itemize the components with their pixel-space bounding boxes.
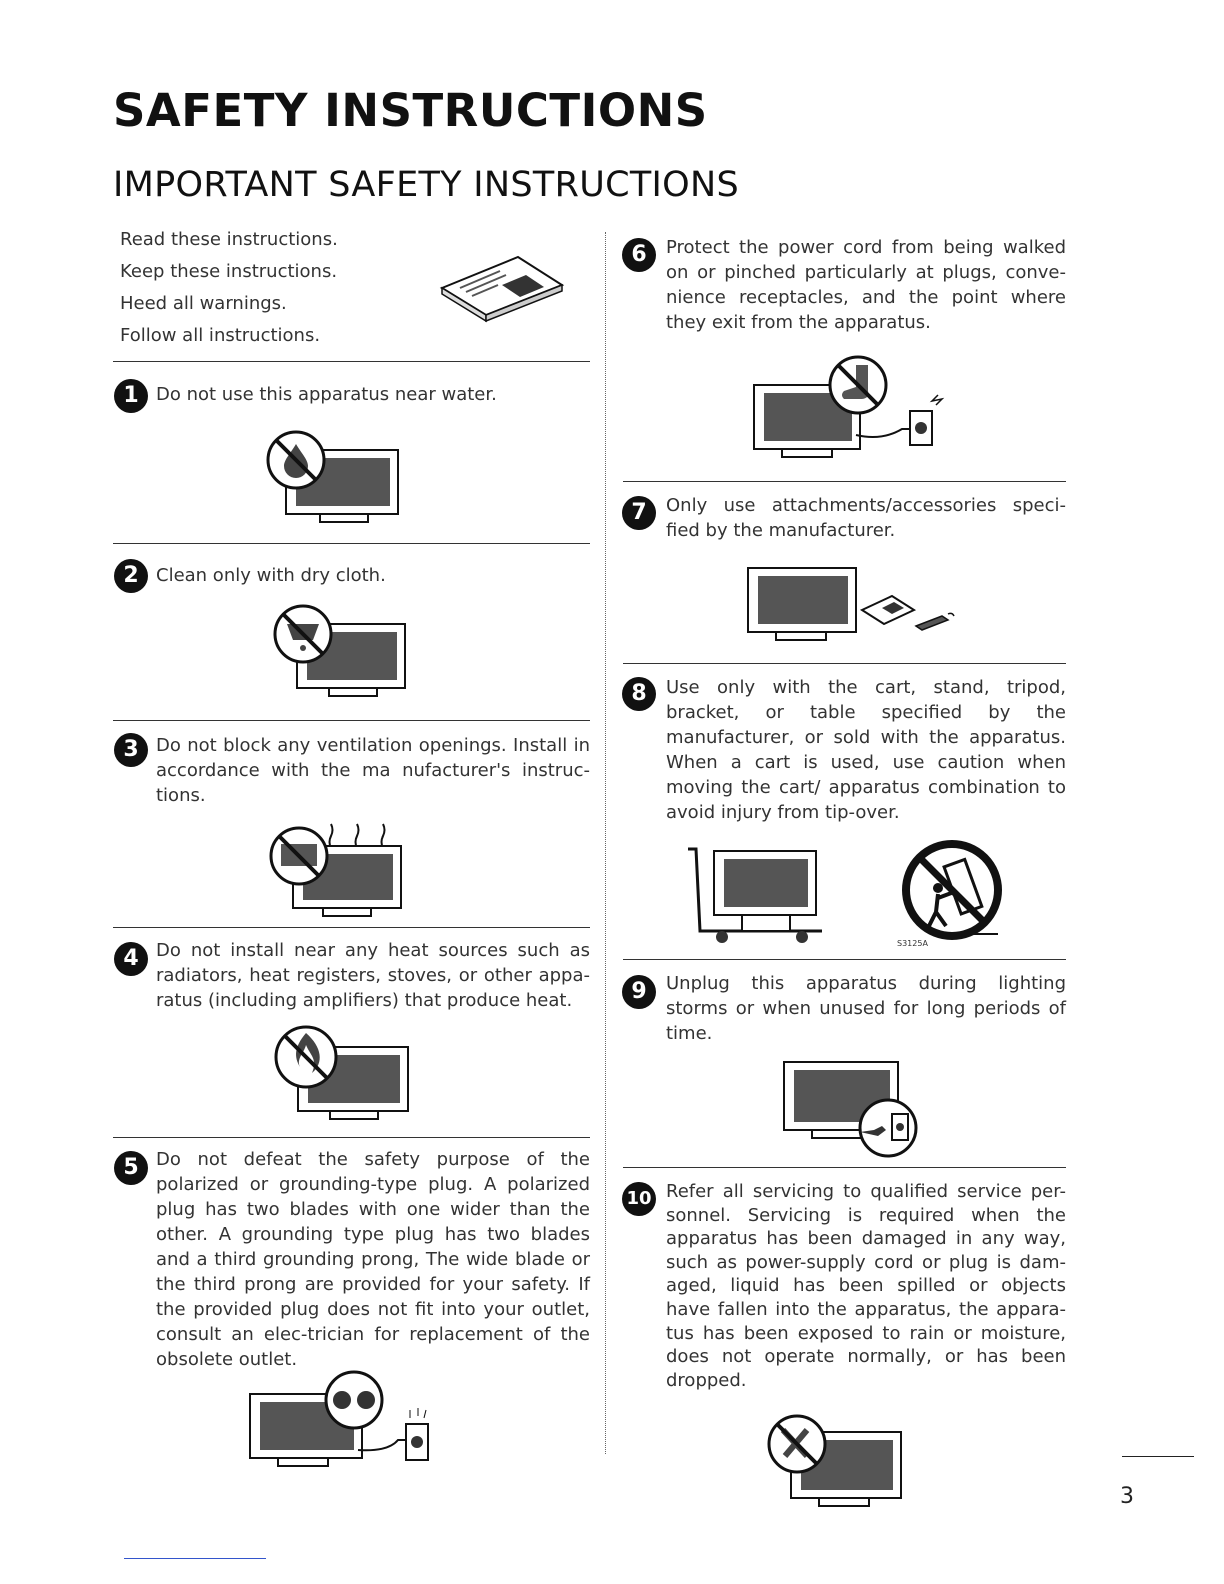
instruction-6: Protect the power cord from being walked on or pinched particularly at plugs, conve-nience receptacles, and the point where they exit from the apparatus. bbox=[666, 237, 1066, 333]
item-number-6: 6 bbox=[622, 238, 656, 272]
item-number-3: 3 bbox=[114, 733, 148, 767]
intro-line-4: Follow all instructions. bbox=[120, 325, 321, 346]
instruction-5: Do not defeat the safety purpose of the polarized or grounding-type plug. A polarized plug has two blades with one wider than the other. A grounding type plug has two blades and a third grounding prong, The wide blade or the third prong are provided for your safety. If the provided plug does not fit into your outlet, consult an elec-trician for replacement of the obsolete outlet. bbox=[156, 1149, 590, 1370]
instruction-10: Refer all servicing to qualified service per-sonnel. Servicing is required when the apparatus has been damaged in any way, such as power-supply cord or plug is dam-aged, liquid has been spilled or objects have fallen into the apparatus, the appara-tus has been exposed to rain or moisture, does not operate normally, or has been dropped. bbox=[666, 1181, 1066, 1391]
instruction-7: Only use attachments/accessories speci-fied by the manufacturer. bbox=[666, 495, 1066, 541]
tv-no-water-icon bbox=[266, 430, 406, 525]
divider bbox=[113, 720, 590, 721]
page-title: SAFETY INSTRUCTIONS bbox=[113, 84, 708, 137]
divider bbox=[623, 663, 1066, 664]
instruction-8: Use only with the cart, stand, tripod, bracket, or table specified by the manufacturer, or sold with the apparatus. When a cart is used, use caution when moving the cart/ apparatus combination to avoid injury from tip-over. bbox=[666, 677, 1066, 823]
divider bbox=[113, 361, 590, 362]
intro-line-3: Heed all warnings. bbox=[120, 293, 287, 314]
instruction-1: Do not use this apparatus near water. bbox=[156, 384, 497, 405]
tv-cart-icon bbox=[686, 845, 826, 945]
item-number-1: 1 bbox=[114, 379, 148, 413]
item-number-4: 4 bbox=[114, 942, 148, 976]
tv-no-liquid-cleaner-icon bbox=[273, 606, 413, 698]
instruction-4: Do not install near any heat sources such as radiators, heat registers, stoves, or other appa-ratus (including amplifiers) that produce heat. bbox=[156, 940, 590, 1011]
item-number-9: 9 bbox=[622, 975, 656, 1009]
footer-line bbox=[124, 1558, 266, 1559]
divider bbox=[623, 959, 1066, 960]
tv-no-block-vent-icon bbox=[269, 820, 409, 920]
tv-protect-cord-icon bbox=[752, 355, 952, 465]
tv-accessories-icon bbox=[746, 566, 956, 651]
item-number-5: 5 bbox=[114, 1151, 148, 1185]
divider bbox=[113, 543, 590, 544]
item-number-8: 8 bbox=[622, 677, 656, 711]
intro-line-1: Read these instructions. bbox=[120, 229, 338, 250]
section-title: IMPORTANT SAFETY INSTRUCTIONS bbox=[113, 165, 740, 205]
page-number: 3 bbox=[1120, 1484, 1134, 1509]
column-divider bbox=[605, 232, 606, 1454]
divider bbox=[623, 1167, 1066, 1168]
instruction-3: Do not block any ventilation openings. Install in accordance with the ma nufacturer's instruc-tions. bbox=[156, 735, 590, 806]
instruction-9: Unplug this apparatus during lighting storms or when unused for long periods of time. bbox=[666, 973, 1066, 1044]
cart-tip-over-warning-icon bbox=[902, 840, 1002, 940]
divider bbox=[113, 1137, 590, 1138]
tv-no-self-service-icon bbox=[767, 1412, 907, 1510]
instruction-2: Clean only with dry cloth. bbox=[156, 565, 386, 586]
cart-code-label: S3125A bbox=[897, 939, 928, 948]
item-number-10: 10 bbox=[622, 1182, 656, 1216]
tv-polarized-plug-icon bbox=[248, 1370, 438, 1475]
tv-no-heat-icon bbox=[274, 1025, 414, 1125]
divider bbox=[113, 927, 590, 928]
divider bbox=[623, 481, 1066, 482]
item-number-7: 7 bbox=[622, 496, 656, 530]
tv-unplug-icon bbox=[782, 1060, 922, 1160]
item-number-2: 2 bbox=[114, 559, 148, 593]
manual-book-icon bbox=[440, 255, 565, 317]
page-number-rule bbox=[1122, 1456, 1194, 1457]
intro-line-2: Keep these instructions. bbox=[120, 261, 338, 282]
